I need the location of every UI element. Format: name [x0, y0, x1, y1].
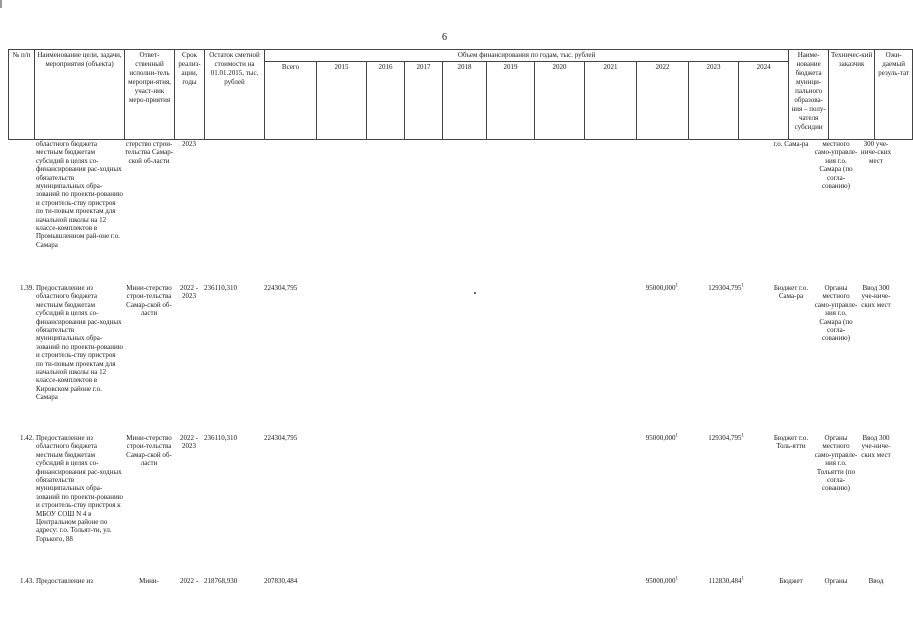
row-name: Предоставление из [36, 577, 93, 585]
page-number: 6 [442, 32, 447, 43]
col-year-header: 2024 [739, 62, 789, 140]
row-2023-value: 129304,795 [708, 284, 742, 292]
row-2022 [620, 284, 678, 292]
row-total: 224304,795 [264, 434, 298, 442]
col-year-header: 2019 [487, 62, 535, 140]
row-name: областного бюджета местным бюджетам субсидий в целях со-финансирования рас-ходных обязательств муниципальных обра-зований по проекти-рованию и строитель-ству пристроя по ти-повым проектам для начальной школы на 12 классе-комплектов в Промышленном рай-оне г.о. Самара [36, 140, 123, 249]
col-year-header: 2017 [405, 62, 443, 140]
row-num: 1.42. [20, 434, 34, 442]
row-executor: Мини-стерство строи-тельства Самар-ской об-ласти [126, 434, 172, 468]
footnote-mark: 1 [675, 283, 678, 289]
row-remaining-cost: 236110,310 [204, 284, 237, 292]
footnote-mark: 1 [675, 576, 678, 582]
scan-margin-mark [0, 0, 2, 8]
financing-table-header [8, 49, 913, 140]
col-year-header: 2023 [689, 62, 739, 140]
financing-group-header: Объем финансирования по годам, тыс. рублей [265, 50, 789, 62]
row-num: 1.39. [20, 284, 34, 292]
row-executor: Мини- [139, 577, 159, 585]
footnote-mark: 1 [741, 283, 744, 289]
row-result: Ввод 300 уче-ниче-ских мест [861, 434, 891, 459]
row-2023 [684, 284, 744, 292]
row-term: 2022 - [179, 577, 199, 585]
row-2022 [620, 577, 678, 585]
row-result: Ввод 300 уче-ниче-ских мест [861, 284, 891, 309]
col-responsible-header: Техничес-кий заказчик [829, 50, 875, 140]
col-budget-header: Наиме-нование бюджета муници-пального образова-ния – полу-чателя субсидии [789, 50, 829, 140]
col-executor-header: Ответ-ственный исполни-тель меропри-ятия, участ-ник меро-приятия [125, 50, 175, 140]
row-responsible: Органы местного само-управле-ния г.о. Тольятти (по согла-сованию) [814, 434, 858, 493]
scan-speck [474, 292, 476, 294]
row-num: 1.43. [20, 577, 34, 585]
col-year-header: 2022 [637, 62, 689, 140]
row-2022-value: 95000,000 [645, 577, 676, 585]
row-term: 2022 - 2023 [179, 434, 199, 451]
row-total: 224304,795 [264, 284, 298, 292]
row-2022-value: 95000,000 [645, 284, 676, 292]
row-remaining-cost: 218768,930 [204, 577, 238, 585]
row-2023-value: 112830,484 [708, 577, 742, 585]
row-responsible: местного само-управле-ния г.о. Самара (по согла-сованию) [814, 140, 858, 191]
footnote-mark: 1 [741, 433, 744, 439]
row-term: 2022 - 2023 [179, 284, 199, 301]
col-remaining-cost-header: Остаток сметной стоимости на 01.01.2015, тыс. рублей [205, 50, 265, 140]
row-total: 207830,484 [264, 577, 298, 585]
row-name: Предоставление из областного бюджета местным бюджетам субсидий в целях со-финансирования рас-ходных обязательств муниципальных обра-зований по проекти-рованию и строитель-ству пристроя к МБОУ СОШ N 4 в Центральном районе по адресу: г.о. Тольят-ти, ул. Горького, 88 [36, 434, 123, 543]
col-year-header: 2015 [317, 62, 367, 140]
row-remaining-cost: 236110,310 [204, 434, 237, 442]
row-budget: г.о. Сама-ра [773, 140, 809, 148]
row-result: 300 уче-ниче-ских мест [860, 140, 892, 165]
col-name-header: Наименование цели, задачи, мероприятия (объекта) [35, 50, 125, 140]
row-responsible: Органы [824, 577, 848, 585]
col-year-header: 2016 [367, 62, 405, 140]
row-budget: Бюджет [779, 577, 803, 585]
row-2023-value: 129304,795 [708, 434, 742, 442]
row-budget: Бюджет г.о. Толь-ятти [773, 434, 809, 451]
row-budget: Бюджет г.о. Сама-ра [773, 284, 809, 301]
col-year-header: 2018 [443, 62, 487, 140]
row-2022-value: 95000,000 [645, 434, 676, 442]
footnote-mark: 1 [675, 433, 678, 439]
row-result: Ввод [868, 577, 884, 585]
col-result-header: Ожи-даемый резуль-тат [875, 50, 913, 140]
col-total-header: Всего [265, 62, 317, 140]
col-num-header: № п/п [9, 50, 35, 140]
row-executor: Мини-стерство строи-тельства Самар-ской об-ласти [126, 284, 172, 318]
col-year-header: 2020 [535, 62, 585, 140]
row-2022 [620, 434, 678, 442]
row-name: Предоставление из областного бюджета местным бюджетам субсидий в целях со-финансирования рас-ходных обязательств муниципальных обра-зований по проекти-рованию и строитель-ству пристроя по ти-повым проектам для начальной школы на 12 классе-комплектов в Кировском районе г.о. Самара [36, 284, 123, 402]
col-term-header: Срок реализ-ации, годы [175, 50, 205, 140]
row-term: 2023 [182, 140, 196, 148]
row-2023 [684, 434, 744, 442]
col-year-header: 2021 [585, 62, 637, 140]
footnote-mark: 1 [741, 576, 744, 582]
row-2023 [684, 577, 744, 585]
row-executor: стерство строи-тельства Самар-ской об-ласти [124, 140, 174, 165]
row-responsible: Органы местного само-управле-ния г.о. Самара (по согла-сованию) [814, 284, 858, 343]
